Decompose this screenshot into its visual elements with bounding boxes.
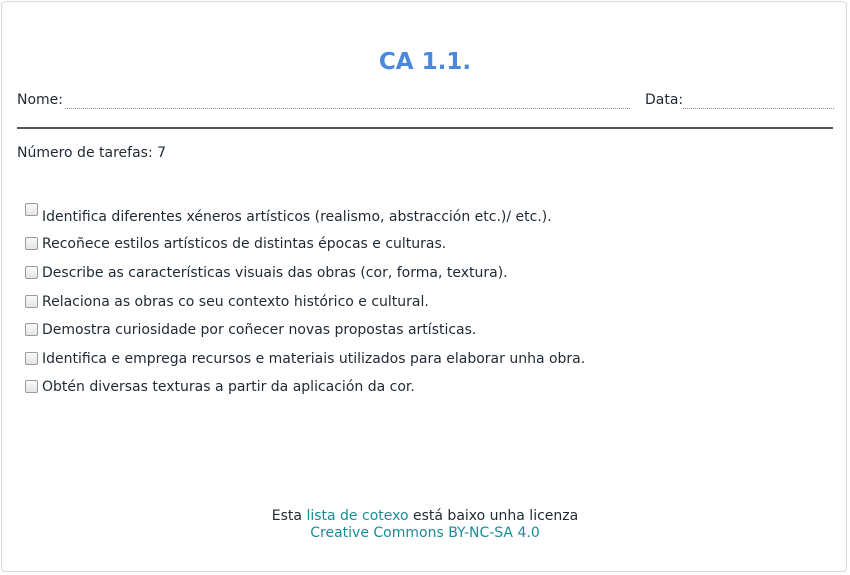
- page-title: CA 1.1.: [378, 49, 472, 75]
- checklist-link[interactable]: lista de cotexo: [306, 508, 409, 524]
- header-fields: [17, 88, 834, 112]
- license-footer: [0, 508, 850, 542]
- task-label: Identifica e emprega recursos e materiais utilizados para elaborar unha obra.: [42, 351, 586, 367]
- checklist-card: [1, 1, 847, 572]
- license-line: [0, 508, 850, 525]
- task-label: Describe as características visuais das obras (cor, forma, textura).: [42, 265, 508, 281]
- name-label: Nome:: [17, 92, 64, 108]
- task-label: Obtén diversas texturas a partir da aplicación da cor.: [42, 379, 415, 395]
- date-label: Data:: [645, 92, 684, 108]
- task-checkbox[interactable]: [25, 203, 38, 216]
- task-checkbox[interactable]: [25, 380, 38, 393]
- task-label: Recoñece estilos artísticos de distintas épocas e culturas.: [42, 236, 447, 252]
- task-label: Identifica diferentes xéneros artísticos (realismo, abstracción etc.)/ etc.).: [42, 209, 552, 225]
- task-label: Relaciona as obras co seu contexto histórico e cultural.: [42, 294, 429, 310]
- date-field[interactable]: [683, 108, 834, 109]
- name-field[interactable]: [65, 108, 630, 109]
- task-checkbox[interactable]: [25, 323, 38, 336]
- task-checkbox[interactable]: [25, 295, 38, 308]
- task-checkbox[interactable]: [25, 352, 38, 365]
- task-checkbox[interactable]: [25, 266, 38, 279]
- task-label: Demostra curiosidade por coñecer novas propostas artísticas.: [42, 322, 477, 338]
- license-link[interactable]: Creative Commons BY-NC-SA 4.0: [310, 525, 540, 541]
- footer-suffix: está baixo unha licenza: [413, 508, 579, 524]
- task-checkbox[interactable]: [25, 237, 38, 250]
- footer-prefix: Esta: [271, 508, 302, 524]
- task-count: Número de tarefas: 7: [17, 145, 167, 161]
- divider: [17, 127, 833, 129]
